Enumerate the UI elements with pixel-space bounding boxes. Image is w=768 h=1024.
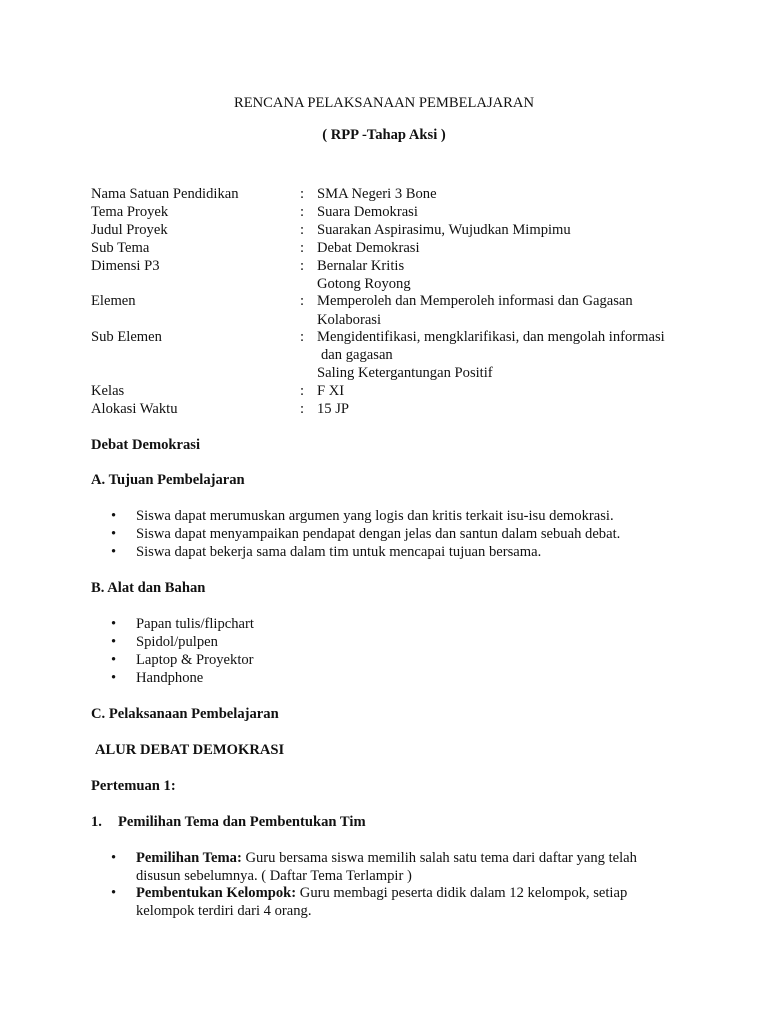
colon: :	[300, 329, 305, 345]
label-dimensi: Dimensi P3	[91, 258, 160, 274]
value-elemen: Memperoleh dan Memperoleh informasi dan Gagasan	[317, 293, 633, 309]
value-subelemen-3: Saling Ketergantungan Positif	[317, 365, 493, 381]
value-alokasi: 15 JP	[317, 401, 350, 417]
label-nama-satuan: Nama Satuan Pendidikan	[91, 186, 239, 202]
colon: :	[300, 222, 305, 238]
list-item: Siswa dapat bekerja sama dalam tim untuk mencapai tujuan bersama.	[136, 544, 542, 560]
document-subtitle: ( RPP -Tahap Aksi )	[322, 127, 446, 143]
pertemuan-heading: Pertemuan 1:	[91, 778, 176, 794]
label-subtema: Sub Tema	[91, 240, 150, 256]
heading-pelaksanaan: C. Pelaksanaan Pembelajaran	[91, 706, 279, 722]
label-elemen: Elemen	[91, 293, 136, 309]
bullet-icon: •	[111, 652, 117, 668]
list-item: Siswa dapat merumuskan argumen yang logis dan kritis terkait isu-isu demokrasi.	[136, 508, 614, 524]
item-bold-label: Pembentukan Kelompok:	[136, 885, 297, 901]
bullet-icon: •	[111, 544, 117, 560]
label-tema: Tema Proyek	[91, 204, 169, 220]
item-text-continued: kelompok terdiri dari 4 orang.	[136, 903, 312, 919]
colon: :	[300, 204, 305, 220]
item-bold-label: Pemilihan Tema:	[136, 850, 242, 866]
heading-tujuan: A. Tujuan Pembelajaran	[91, 472, 245, 488]
value-dimensi: Bernalar Kritis	[317, 258, 405, 274]
list-item: Papan tulis/flipchart	[136, 616, 254, 632]
bullet-icon: •	[111, 508, 117, 524]
value-kelas: F XI	[317, 383, 345, 399]
document-title: RENCANA PELAKSANAAN PEMBELAJARAN	[233, 95, 534, 111]
bullet-icon: •	[111, 850, 117, 866]
list-item	[136, 884, 627, 902]
value-judul: Suarakan Aspirasimu, Wujudkan Mimpimu	[317, 222, 571, 238]
value-tema: Suara Demokrasi	[317, 204, 418, 220]
bullet-icon: •	[111, 670, 117, 686]
label-subelemen: Sub Elemen	[91, 329, 162, 345]
colon: :	[300, 293, 305, 309]
list-item: Handphone	[136, 670, 204, 686]
bullet-icon: •	[111, 616, 117, 632]
bullet-icon: •	[111, 526, 117, 542]
heading-alat: B. Alat dan Bahan	[91, 580, 206, 596]
value-nama-satuan: SMA Negeri 3 Bone	[317, 186, 437, 202]
value-subelemen-2: dan gagasan	[321, 347, 393, 363]
item-text: Guru membagi peserta didik dalam 12 kelompok, setiap	[296, 885, 628, 901]
bullet-icon: •	[111, 885, 117, 901]
colon: :	[300, 240, 305, 256]
value-subtema: Debat Demokrasi	[317, 240, 420, 256]
list-item: Laptop & Proyektor	[136, 652, 254, 668]
step-number: 1.	[91, 814, 102, 830]
colon: :	[300, 186, 305, 202]
section-title: Debat Demokrasi	[91, 437, 201, 453]
item-text-continued: disusun sebelumnya. ( Daftar Tema Terlampir )	[136, 868, 412, 884]
bullet-icon: •	[111, 634, 117, 650]
colon: :	[300, 401, 305, 417]
label-alokasi: Alokasi Waktu	[91, 401, 178, 417]
list-item: Siswa dapat menyampaikan pendapat dengan jelas dan santun dalam sebuah debat.	[136, 526, 621, 542]
item-text: Guru bersama siswa memilih salah satu tema dari daftar yang telah	[241, 850, 637, 866]
label-judul: Judul Proyek	[91, 222, 168, 238]
list-item	[136, 849, 637, 867]
value-dimensi-2: Gotong Royong	[317, 276, 411, 292]
label-kelas: Kelas	[91, 383, 125, 399]
alur-heading: ALUR DEBAT DEMOKRASI	[95, 742, 285, 758]
value-subelemen: Mengidentifikasi, mengklarifikasi, dan mengolah informasi	[317, 329, 665, 345]
colon: :	[300, 258, 305, 274]
value-elemen-2: Kolaborasi	[317, 312, 382, 328]
step-title: Pemilihan Tema dan Pembentukan Tim	[118, 814, 366, 830]
colon: :	[300, 383, 305, 399]
list-item: Spidol/pulpen	[136, 634, 218, 650]
